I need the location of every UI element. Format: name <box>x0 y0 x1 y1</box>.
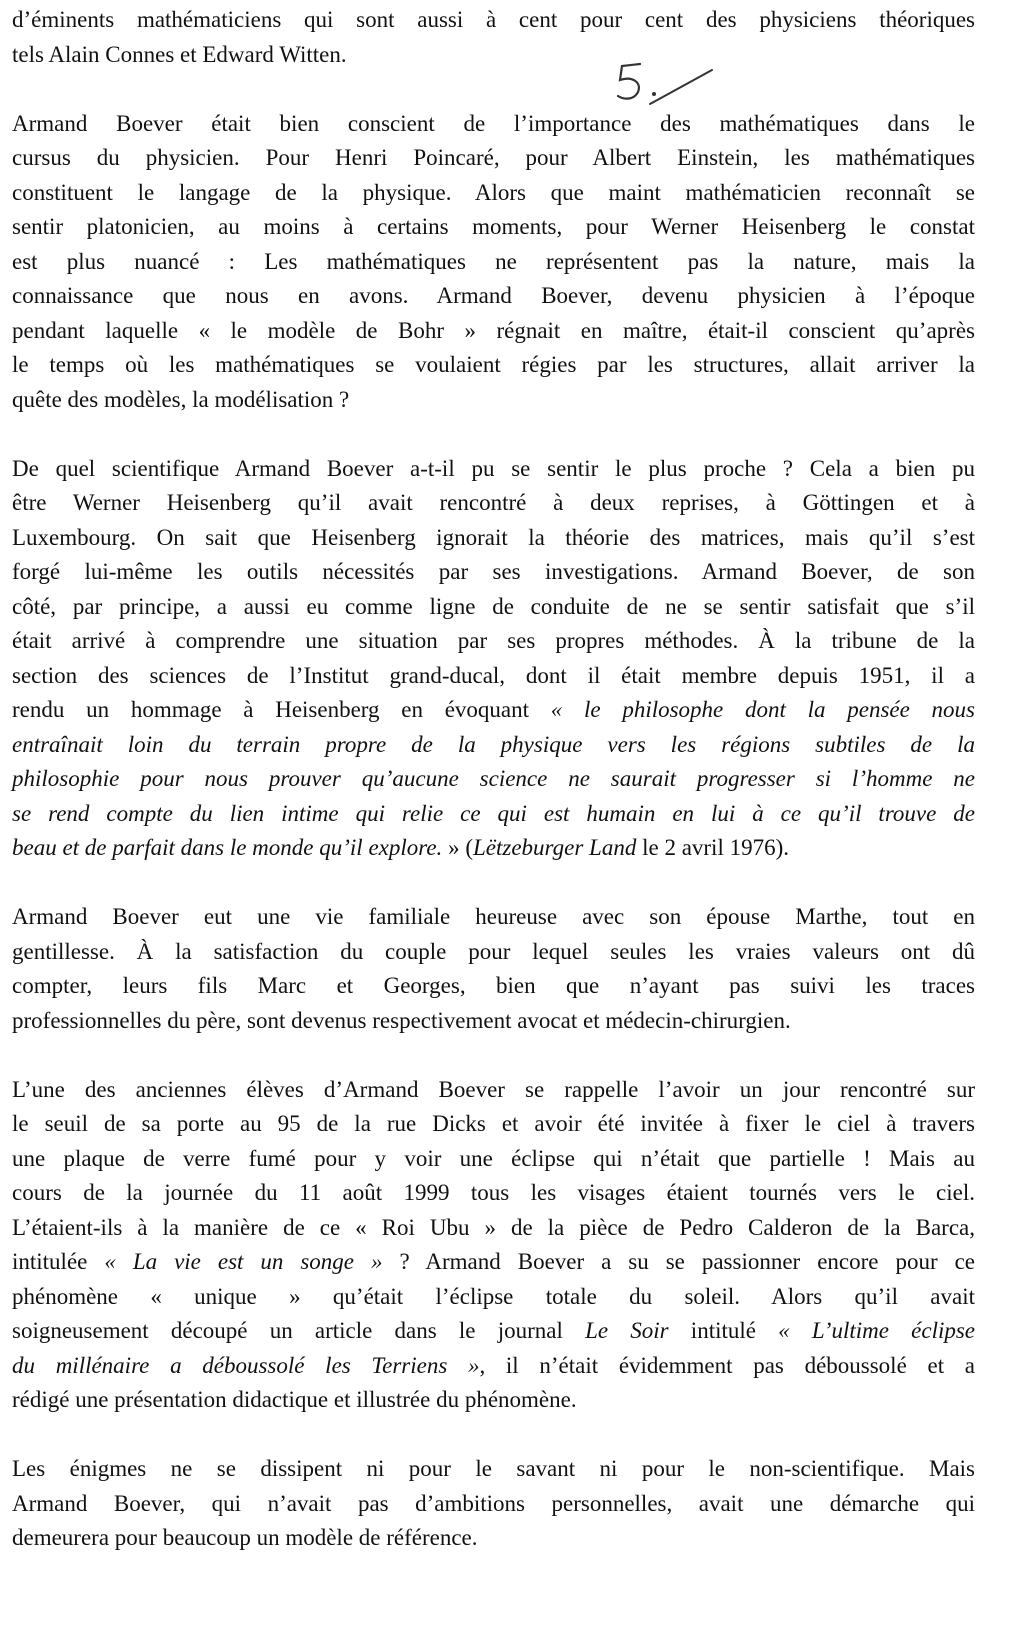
text-line <box>12 935 975 970</box>
text-line <box>12 486 975 521</box>
text-line <box>12 3 975 38</box>
text-line <box>12 452 975 487</box>
italic-text: beau et de parfait dans le monde qu’il explore. <box>12 835 443 860</box>
italic-text: entraînait loin du terrain propre de la physique vers les régions subtiles de la <box>12 731 975 757</box>
text-line <box>12 1280 975 1315</box>
text-segment: constituent le langage de la physique. Alors que maint mathématicien reconnaît se <box>12 179 975 205</box>
italic-text: « La vie est un songe » <box>104 1249 383 1274</box>
paragraph <box>12 3 975 72</box>
paragraph <box>12 107 975 418</box>
text-segment: professionnelles du père, sont devenus respectivement avocat et médecin-chirurgien. <box>12 1007 791 1033</box>
text-segment: » ( <box>442 835 473 860</box>
text-line <box>12 245 975 280</box>
text-segment: côté, par principe, a aussi eu comme ligne de conduite de ne se sentir satisfait que s’il <box>12 593 975 619</box>
text-line <box>12 141 975 176</box>
text-segment: être Werner Heisenberg qu’il avait rencontré à deux reprises, à Göttingen et à <box>12 490 975 515</box>
text-segment: Luxembourg. On sait que Heisenberg ignorait la théorie des matrices, mais qu’il s’est <box>12 524 975 550</box>
text-segment: connaissance que nous en avons. Armand Boever, devenu physicien à l’époque <box>12 283 975 308</box>
text-line <box>12 107 975 142</box>
text-segment: une plaque de verre fumé pour y voir une éclipse qui n’était que partielle ! Mais au <box>12 1145 975 1171</box>
paragraph <box>12 900 975 1038</box>
text-line <box>12 693 975 728</box>
text-segment: L’étaient-ils à la manière de ce « Roi Ubu » de la pièce de Pedro Calderon de la Barca, <box>12 1214 975 1240</box>
text-line <box>12 1383 975 1418</box>
text-line <box>12 210 975 245</box>
paragraph <box>12 1452 975 1556</box>
text-line <box>12 590 975 625</box>
text-segment: le seuil de sa porte au 95 de la rue Dicks et avoir été invitée à fixer le ciel à travers <box>12 1111 975 1136</box>
text-segment: ? Armand Boever a su se passionner encore pour ce <box>382 1249 975 1274</box>
text-line <box>12 1349 975 1384</box>
text-segment: quête des modèles, la modélisation ? <box>12 386 350 412</box>
text-line <box>12 728 975 763</box>
italic-text: « L’ultime éclipse <box>778 1318 976 1343</box>
text-line <box>12 900 975 935</box>
text-line <box>12 1245 975 1280</box>
text-segment: pendant laquelle « le modèle de Bohr » régnait en maître, était-il conscient qu’après <box>12 317 975 343</box>
text-segment: section des sciences de l’Institut grand-ducal, dont il était membre depuis 1951, il a <box>12 662 975 688</box>
text-segment: est plus nuancé : Les mathématiques ne représentent pas la nature, mais la <box>12 248 975 274</box>
text-segment: , il n’était évidemment pas déboussolé et a <box>479 1352 975 1378</box>
text-segment: était arrivé à comprendre une situation par ses propres méthodes. À la tribune de la <box>12 628 975 653</box>
text-segment: le 2 avril 1976). <box>636 835 789 860</box>
text-segment: Armand Boever était bien conscient de l’importance des mathématiques dans le <box>12 110 975 136</box>
text-line <box>12 797 975 832</box>
text-line <box>12 176 975 211</box>
text-segment: gentillesse. À la satisfaction du couple pour lequel seules les vraies valeurs ont dû <box>12 938 975 964</box>
text-segment: cursus du physicien. Pour Henri Poincaré, pour Albert Einstein, les mathématiques <box>12 145 975 170</box>
text-segment: d’éminents mathématiciens qui sont aussi à cent pour cent des physiciens théoriques <box>12 7 975 32</box>
text-segment: De quel scientifique Armand Boever a-t-il pu se sentir le plus proche ? Cela a bien pu <box>12 455 975 481</box>
text-line <box>12 969 975 1004</box>
text-segment: intitulé <box>668 1318 779 1343</box>
text-line <box>12 1176 975 1211</box>
handwritten-page-mark <box>612 58 722 110</box>
text-segment: rédigé une présentation didactique et illustrée du phénomène. <box>12 1387 577 1412</box>
text-line <box>12 1073 975 1108</box>
text-segment: L’une des anciennes élèves d’Armand Boever se rappelle l’avoir un jour rencontré sur <box>12 1076 975 1102</box>
text-line <box>12 521 975 556</box>
text-line <box>12 659 975 694</box>
text-segment: phénomène « unique » qu’était l’éclipse totale du soleil. Alors qu’il avait <box>12 1283 975 1309</box>
document-body <box>12 3 975 1590</box>
text-line <box>12 314 975 349</box>
text-segment: forgé lui-même les outils nécessités par ses investigations. Armand Boever, de son <box>12 559 975 584</box>
italic-text: Lëtzeburger Land <box>472 835 637 860</box>
text-line <box>12 1314 975 1349</box>
text-segment: tels Alain Connes et Edward Witten. <box>12 41 347 67</box>
paragraph <box>12 452 975 866</box>
text-line <box>12 624 975 659</box>
text-line <box>12 1107 975 1142</box>
text-segment: Armand Boever eut une vie familiale heureuse avec son épouse Marthe, tout en <box>12 904 975 929</box>
text-line <box>12 762 975 797</box>
text-segment: soigneusement découpé un article dans le journal <box>12 1318 586 1343</box>
text-line <box>12 1004 975 1039</box>
text-segment: intitulée <box>12 1249 105 1274</box>
paragraph <box>12 1073 975 1418</box>
italic-text: Le Soir <box>585 1318 669 1343</box>
text-line <box>12 348 975 383</box>
italic-text: « le philosophe dont la pensée nous <box>550 697 975 722</box>
italic-text: philosophie pour nous prouver qu’aucune science ne saurait progresser si l’homme ne <box>12 766 975 791</box>
text-line <box>12 1452 975 1487</box>
text-segment: Les énigmes ne se dissipent ni pour le savant ni pour le non-scientifique. Mais <box>12 1456 975 1481</box>
italic-text: se rend compte du lien intime qui relie ce qui est humain en lui à ce qu’il trouve de <box>12 800 975 826</box>
italic-text: du millénaire a déboussolé les Terriens » <box>12 1352 480 1378</box>
text-line <box>12 383 975 418</box>
text-line <box>12 1211 975 1246</box>
text-line <box>12 555 975 590</box>
text-line <box>12 38 975 73</box>
text-line <box>12 1521 975 1556</box>
text-line <box>12 279 975 314</box>
text-segment: demeurera pour beaucoup un modèle de référence. <box>12 1525 478 1550</box>
text-segment: sentir platonicien, au moins à certains moments, pour Werner Heisenberg le constat <box>12 214 975 239</box>
text-line <box>12 1142 975 1177</box>
text-segment: cours de la journée du 11 août 1999 tous les visages étaient tournés vers le ciel. <box>12 1180 975 1205</box>
text-segment: compter, leurs fils Marc et Georges, bien que n’ayant pas suivi les traces <box>12 973 975 998</box>
text-segment: le temps où les mathématiques se voulaient régies par les structures, allait arriver la <box>12 352 975 377</box>
text-segment: Armand Boever, qui n’avait pas d’ambitions personnelles, avait une démarche qui <box>12 1490 975 1516</box>
text-line <box>12 831 975 866</box>
text-segment: rendu un hommage à Heisenberg en évoquant <box>12 697 551 722</box>
text-line <box>12 1487 975 1522</box>
